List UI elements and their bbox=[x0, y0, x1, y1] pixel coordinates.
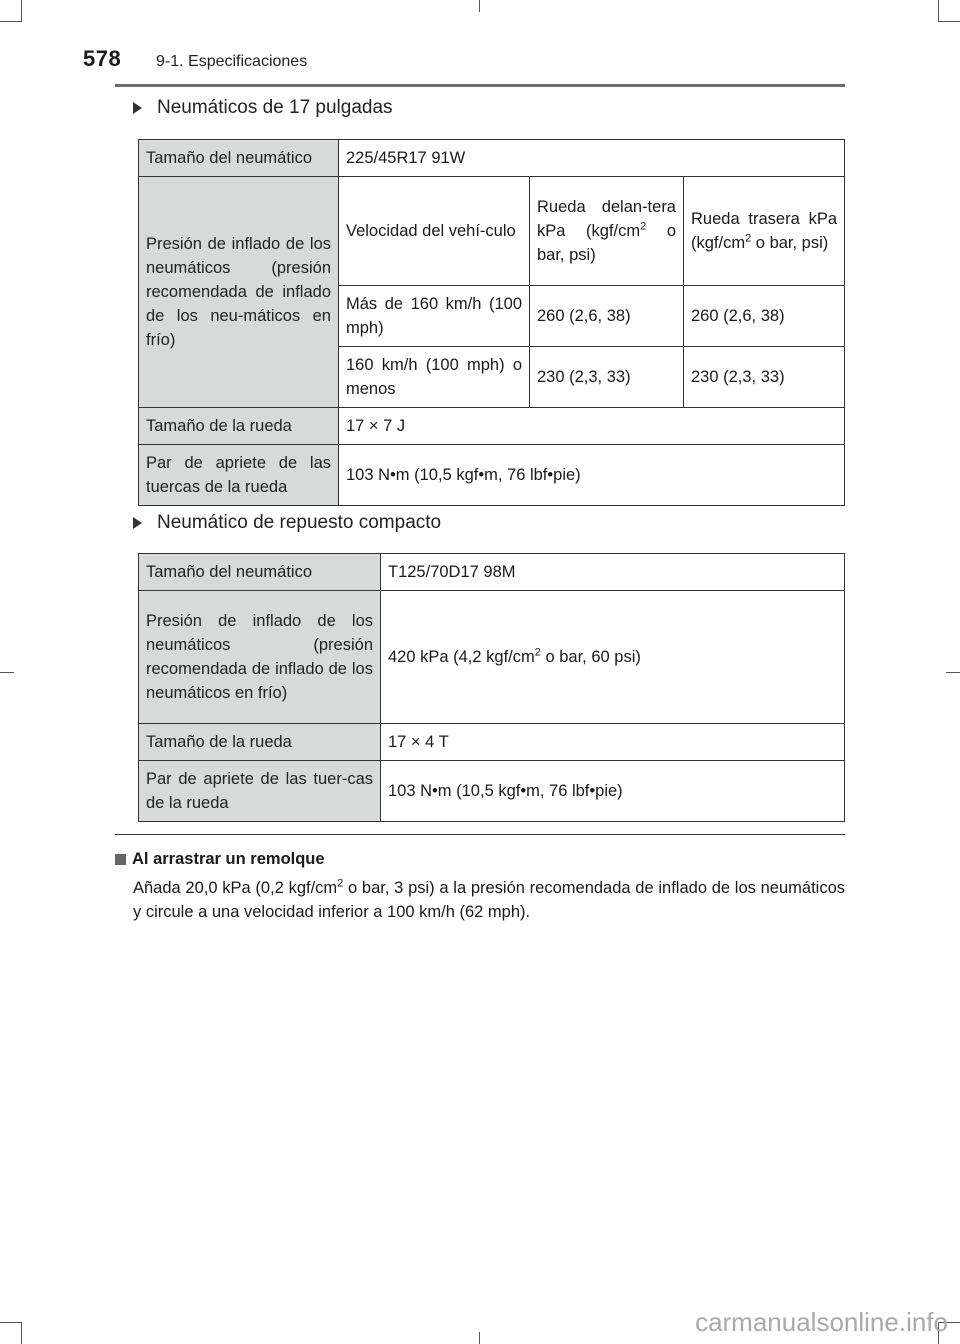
wheel-size-label: Tamaño de la rueda bbox=[139, 724, 381, 761]
front-wheel-header: Rueda delan-tera kPa ($kgf/cm^2$ o bar, psi) bbox=[530, 177, 684, 286]
table-row bbox=[139, 724, 845, 761]
note-body: Añada 20,0 kPa (0,2 kgf/$cm^2$ o bar, 3 psi) a la presión recomendada de inflado de los neumáticos y circule a una velocidad inferior a 100 km/h (62 mph). bbox=[133, 877, 845, 921]
table-row bbox=[139, 761, 845, 822]
front-pressure-cell: 260 (2,6, 38) bbox=[530, 286, 684, 347]
triangle-bullet-icon bbox=[133, 102, 142, 114]
tire-size-value: T125/70D17 98M bbox=[381, 554, 845, 591]
tire-size-label: Tamaño del neumático bbox=[139, 140, 339, 177]
section-title-text: Neumático de repuesto compacto bbox=[157, 512, 442, 533]
crop-mark bbox=[938, 21, 960, 22]
speed-cell: Más de 160 km/h (100 mph) bbox=[339, 286, 530, 347]
watermark: carmanualsonline.info bbox=[695, 1307, 948, 1337]
table-row bbox=[139, 445, 845, 506]
rear-wheel-header: Rueda trasera kPa ($kgf/cm^2$ o bar, psi) bbox=[684, 177, 845, 286]
triangle-bullet-icon bbox=[133, 517, 142, 529]
vehicle-speed-header: Velocidad del vehí-culo bbox=[339, 177, 530, 286]
section-title-17-inch bbox=[133, 97, 393, 119]
crop-mark bbox=[0, 1322, 22, 1323]
crop-mark bbox=[479, 0, 480, 12]
crop-mark bbox=[0, 672, 14, 673]
note-heading bbox=[115, 850, 325, 869]
crop-mark bbox=[479, 1332, 480, 1344]
wheel-size-label: Tamaño de la rueda bbox=[139, 408, 339, 445]
tire-size-label: Tamaño del neumático bbox=[139, 554, 381, 591]
crop-mark bbox=[21, 1322, 22, 1344]
inflation-pressure-label: Presión de inflado de los neumáticos (presión recomendada de inflado de los neu-máticos en frío) bbox=[139, 177, 339, 408]
table-row bbox=[139, 177, 845, 286]
section-title-compact-spare bbox=[133, 512, 441, 534]
page-number: 578 bbox=[83, 46, 122, 71]
wheel-size-value: 17 × 7 J bbox=[339, 408, 845, 445]
table-row bbox=[139, 140, 845, 177]
front-pressure-cell: 230 (2,3, 33) bbox=[530, 347, 684, 408]
square-bullet-icon bbox=[115, 854, 126, 865]
inflation-pressure-value: 420 kPa (4,2 kgf/$cm^2$ o bar, 60 psi) bbox=[381, 591, 845, 724]
lug-nut-torque-label: Par de apriete de las tuercas de la rueda bbox=[139, 445, 339, 506]
crop-mark bbox=[0, 21, 22, 22]
crop-mark bbox=[21, 0, 22, 22]
inflation-pressure-label: Presión de inflado de los neumáticos (presión recomendada de inflado de los neumáticos en frío) bbox=[139, 591, 381, 724]
tire-spec-table-compact-spare bbox=[138, 553, 845, 822]
table-row bbox=[139, 591, 845, 724]
section-title-text: Neumáticos de 17 pulgadas bbox=[157, 97, 393, 118]
rear-pressure-cell: 260 (2,6, 38) bbox=[684, 286, 845, 347]
speed-cell: 160 km/h (100 mph) o menos bbox=[339, 347, 530, 408]
lug-nut-torque-value: 103 N•m (10,5 kgf•m, 76 lbf•pie) bbox=[339, 445, 845, 506]
rear-pressure-cell: 230 (2,3, 33) bbox=[684, 347, 845, 408]
tire-spec-table-17-inch bbox=[138, 139, 845, 506]
header-divider bbox=[115, 84, 845, 87]
note-heading-text: Al arrastrar un remolque bbox=[132, 850, 325, 868]
lug-nut-torque-value: 103 N•m (10,5 kgf•m, 76 lbf•pie) bbox=[381, 761, 845, 822]
crop-mark bbox=[946, 672, 960, 673]
tire-size-value: 225/45R17 91W bbox=[339, 140, 845, 177]
lug-nut-torque-label: Par de apriete de las tuer-cas de la rueda bbox=[139, 761, 381, 822]
section-divider bbox=[115, 834, 845, 835]
table-row bbox=[139, 408, 845, 445]
crop-mark bbox=[938, 0, 939, 22]
chapter-title: 9-1. Especificaciones bbox=[156, 53, 308, 70]
table-row bbox=[139, 554, 845, 591]
wheel-size-value: 17 × 4 T bbox=[381, 724, 845, 761]
